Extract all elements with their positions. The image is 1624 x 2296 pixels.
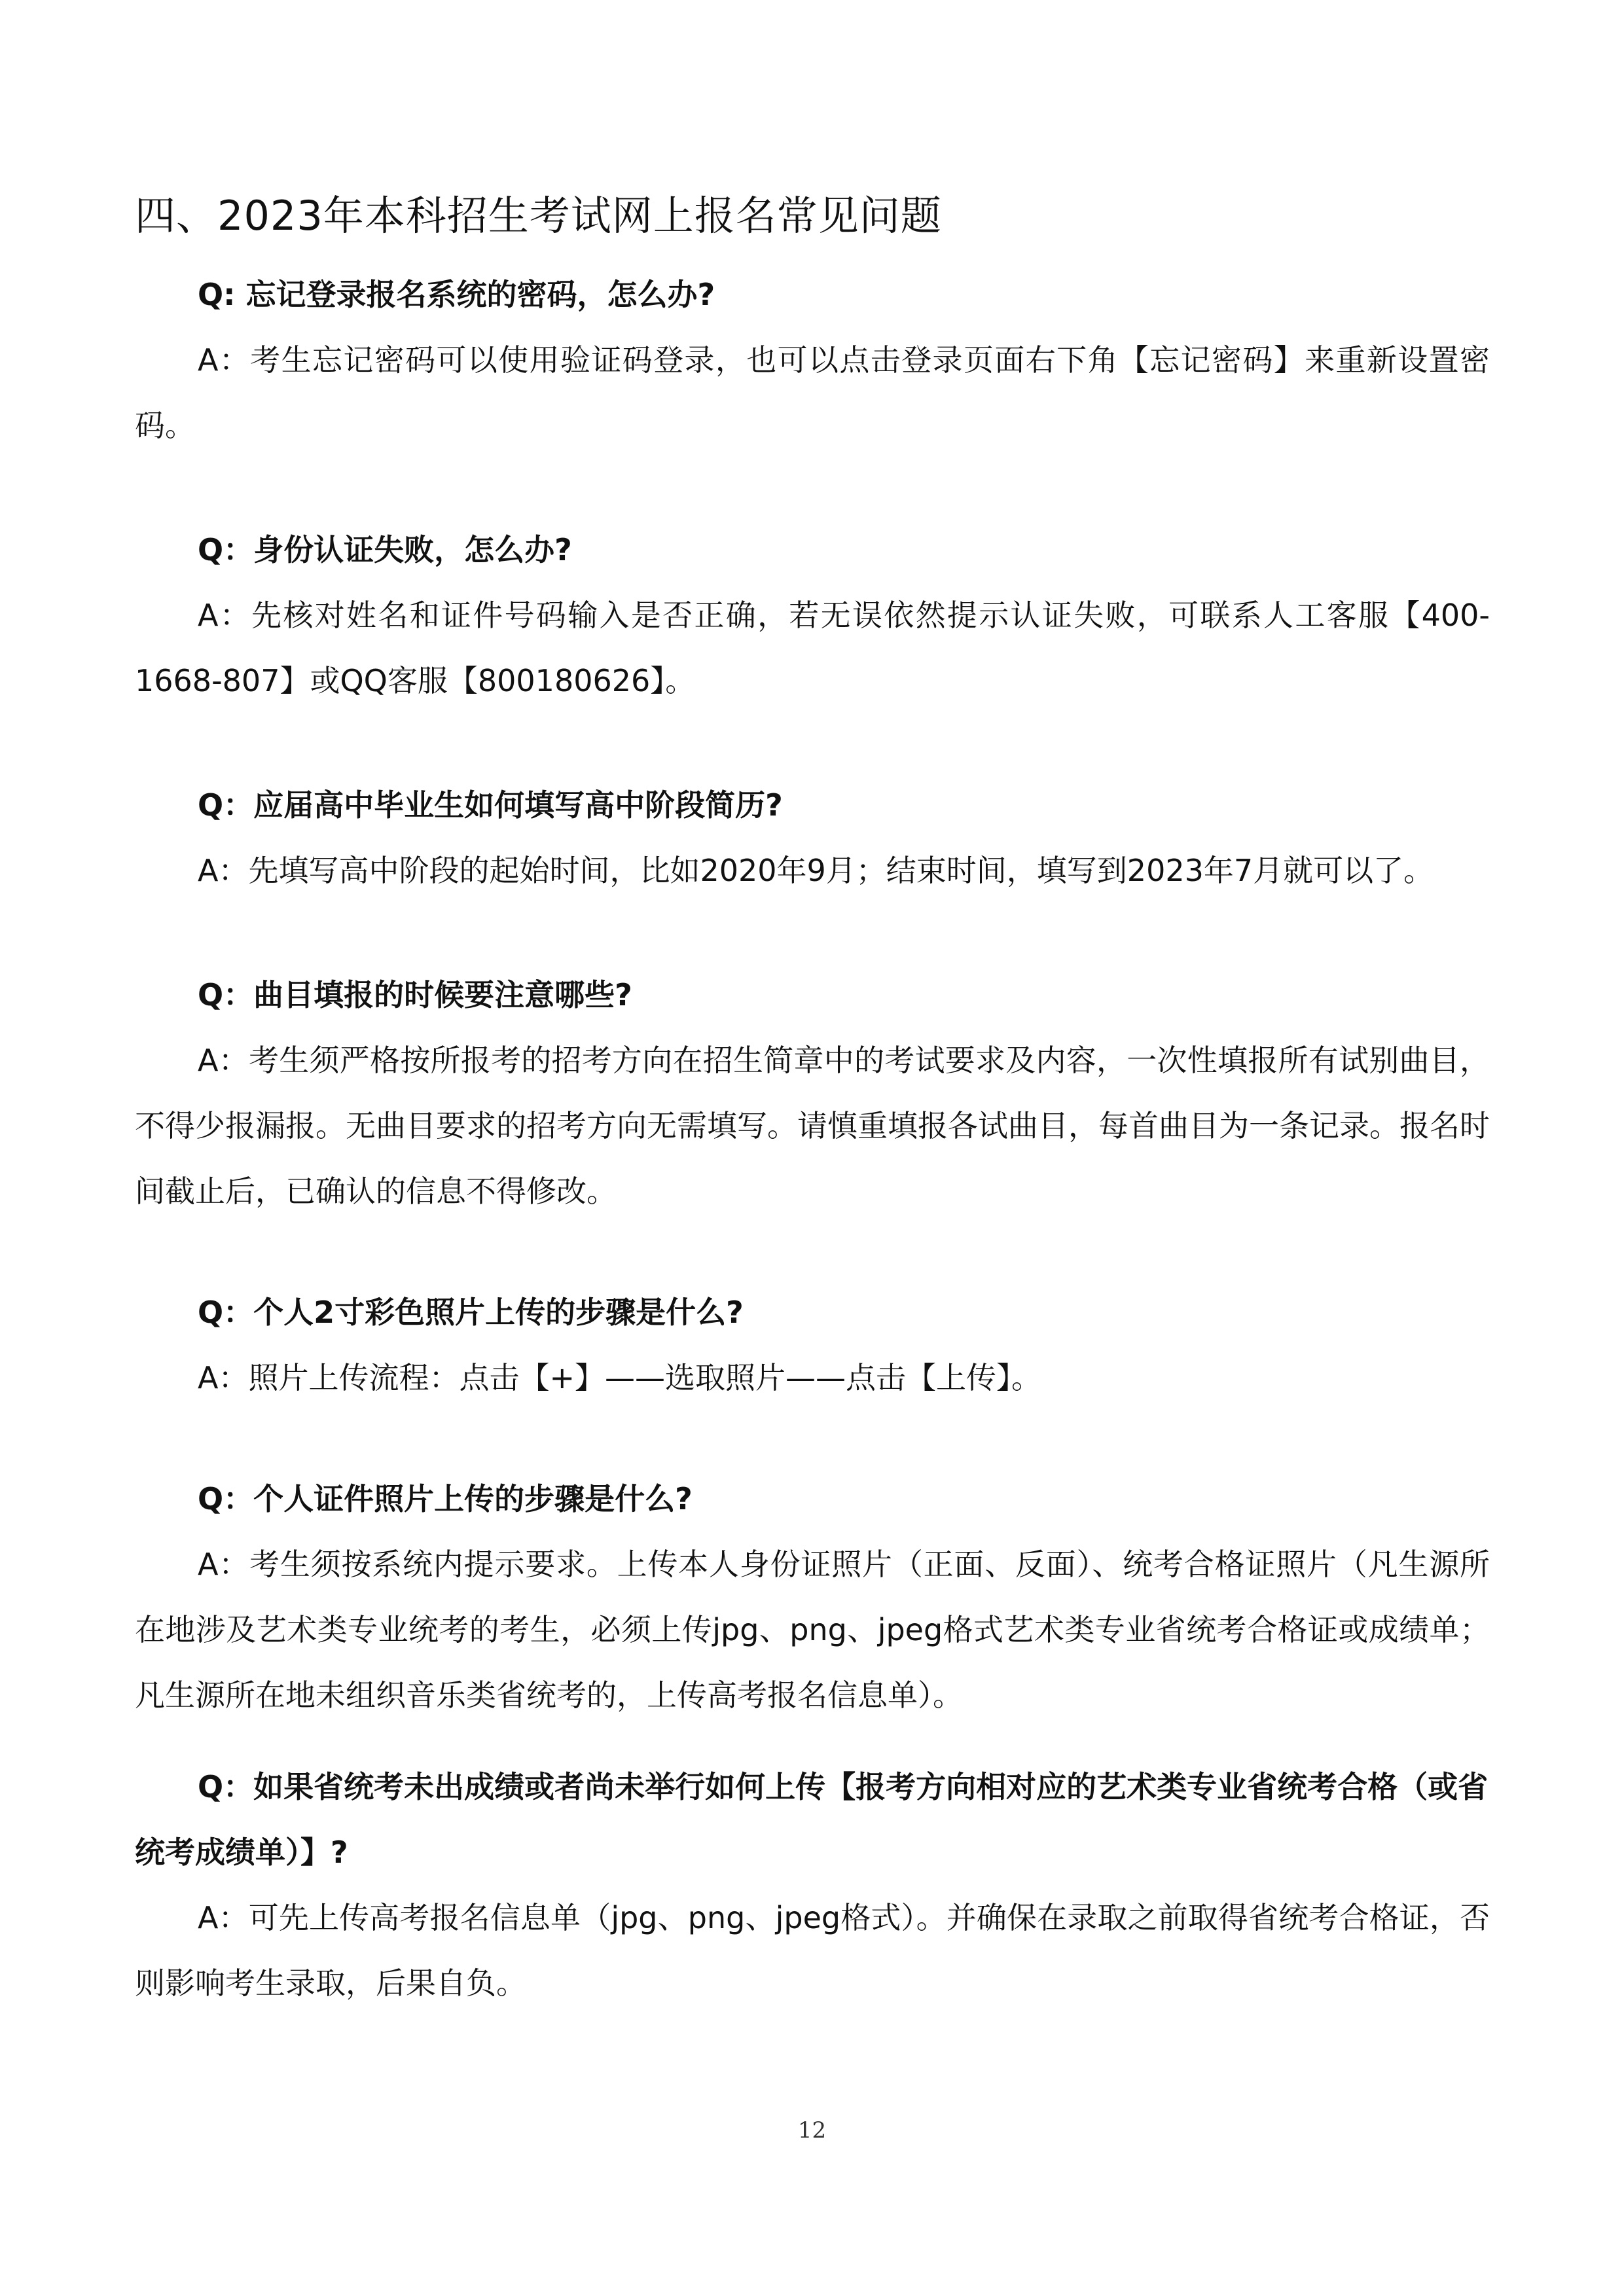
faq-answer: A：考生须严格按所报考的招考方向在招生简章中的考试要求及内容，一次性填报所有试别曲目，不得少报漏报。无曲目要求的招考方向无需填写。请慎重填报各试曲目，每首曲目为一条记录。报名时间截止后，已确认的信息不得修改。 [135, 1043, 1490, 1209]
page-number: 12 [797, 2117, 827, 2144]
faq-answer: A：考生忘记密码可以使用验证码登录，也可以点击登录页面右下角【忘记密码】来重新设置密码。 [135, 342, 1490, 443]
faq-question: Q：如果省统考未出成绩或者尚未举行如何上传【报考方向相对应的艺术类专业省统考合格（或省统考成绩单）】? [135, 1769, 1489, 1870]
faq-answer: A：照片上传流程：点击【+】——选取照片——点击【上传】。 [198, 1360, 1042, 1395]
faq-item [135, 1280, 1490, 1410]
faq-question: Q: 忘记登录报名系统的密码，怎么办? [198, 277, 715, 312]
faq-answer: A：先填写高中阶段的起始时间，比如2020年9月；结束时间，填写到2023年7月就可以了。 [198, 853, 1434, 888]
faq-item [135, 262, 1490, 458]
section-title: 四、2023年本科招生考试网上报名常见问题 [135, 192, 942, 240]
faq-item [135, 1466, 1490, 1728]
faq-item [135, 962, 1490, 1224]
faq-answer: A：考生须按系统内提示要求。上传本人身份证照片（正面、反面）、统考合格证照片（凡生源所在地涉及艺术类专业统考的考生，必须上传jpg、png、jpeg格式艺术类专业省统考合格证或成绩单；凡生源所在地未组织音乐类省统考的，上传高考报名信息单）。 [135, 1547, 1490, 1713]
faq-question: Q：个人证件照片上传的步骤是什么? [198, 1481, 693, 1516]
faq-question: Q：个人2寸彩色照片上传的步骤是什么? [198, 1295, 744, 1330]
faq-answer: A：先核对姓名和证件号码输入是否正确，若无误依然提示认证失败，可联系人工客服【400-1668-807】或QQ客服【800180626】。 [135, 598, 1490, 698]
faq-item [135, 517, 1490, 713]
faq-question: Q：身份认证失败，怎么办? [198, 532, 572, 567]
faq-question: Q：应届高中毕业生如何填写高中阶段简历? [198, 787, 783, 823]
faq-answer: A：可先上传高考报名信息单（jpg、png、jpeg格式）。并确保在录取之前取得省统考合格证，否则影响考生录取，后果自负。 [135, 1900, 1490, 2001]
faq-item [135, 772, 1490, 903]
faq-question: Q：曲目填报的时候要注意哪些? [198, 977, 632, 1013]
faq-item [135, 1754, 1490, 2016]
